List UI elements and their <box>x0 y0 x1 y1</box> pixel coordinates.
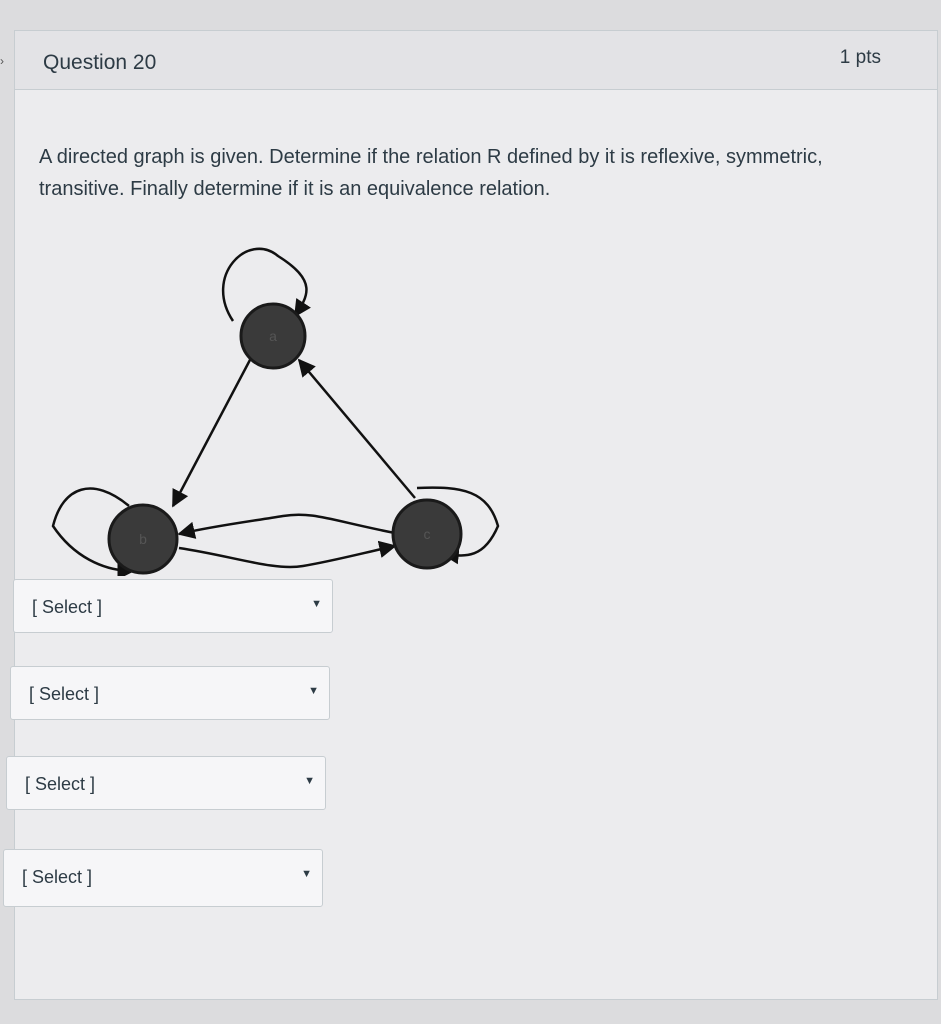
question-points: 1 pts <box>839 47 881 68</box>
caret-down-icon: ▼ <box>301 868 312 880</box>
edge-c-b <box>179 515 395 534</box>
node-b <box>109 505 177 573</box>
directed-graph <box>33 236 513 576</box>
question-text: A directed graph is given. Determine if the relation R defined by it is reflexive, symmetric, transitive. Finally determine if it is an equivalence relation. <box>39 146 823 200</box>
node-a-label: a <box>269 328 277 344</box>
select-value: [ Select ] <box>32 597 103 617</box>
symmetric-select[interactable] <box>10 666 330 720</box>
equivalence-select[interactable] <box>3 849 323 907</box>
node-a <box>241 304 305 368</box>
reflexive-select[interactable] <box>13 579 333 633</box>
edge-c-a <box>299 360 415 498</box>
transitive-select[interactable] <box>6 756 326 810</box>
select-value: [ Select ] <box>25 774 96 794</box>
caret-down-icon: ▼ <box>308 685 319 697</box>
node-c-label: c <box>423 526 431 542</box>
caret-down-icon: ▼ <box>311 598 322 610</box>
question-title: Question 20 <box>43 51 157 74</box>
node-c <box>393 500 461 568</box>
caret-down-icon: ▼ <box>304 775 315 787</box>
node-b-label: b <box>139 531 147 547</box>
edge-a-b <box>173 358 251 506</box>
edge-b-c <box>179 546 395 567</box>
select-value: [ Select ] <box>22 867 93 887</box>
question-header <box>15 31 937 90</box>
select-value: [ Select ] <box>29 684 100 704</box>
collapse-arrow-icon: › <box>0 54 4 68</box>
